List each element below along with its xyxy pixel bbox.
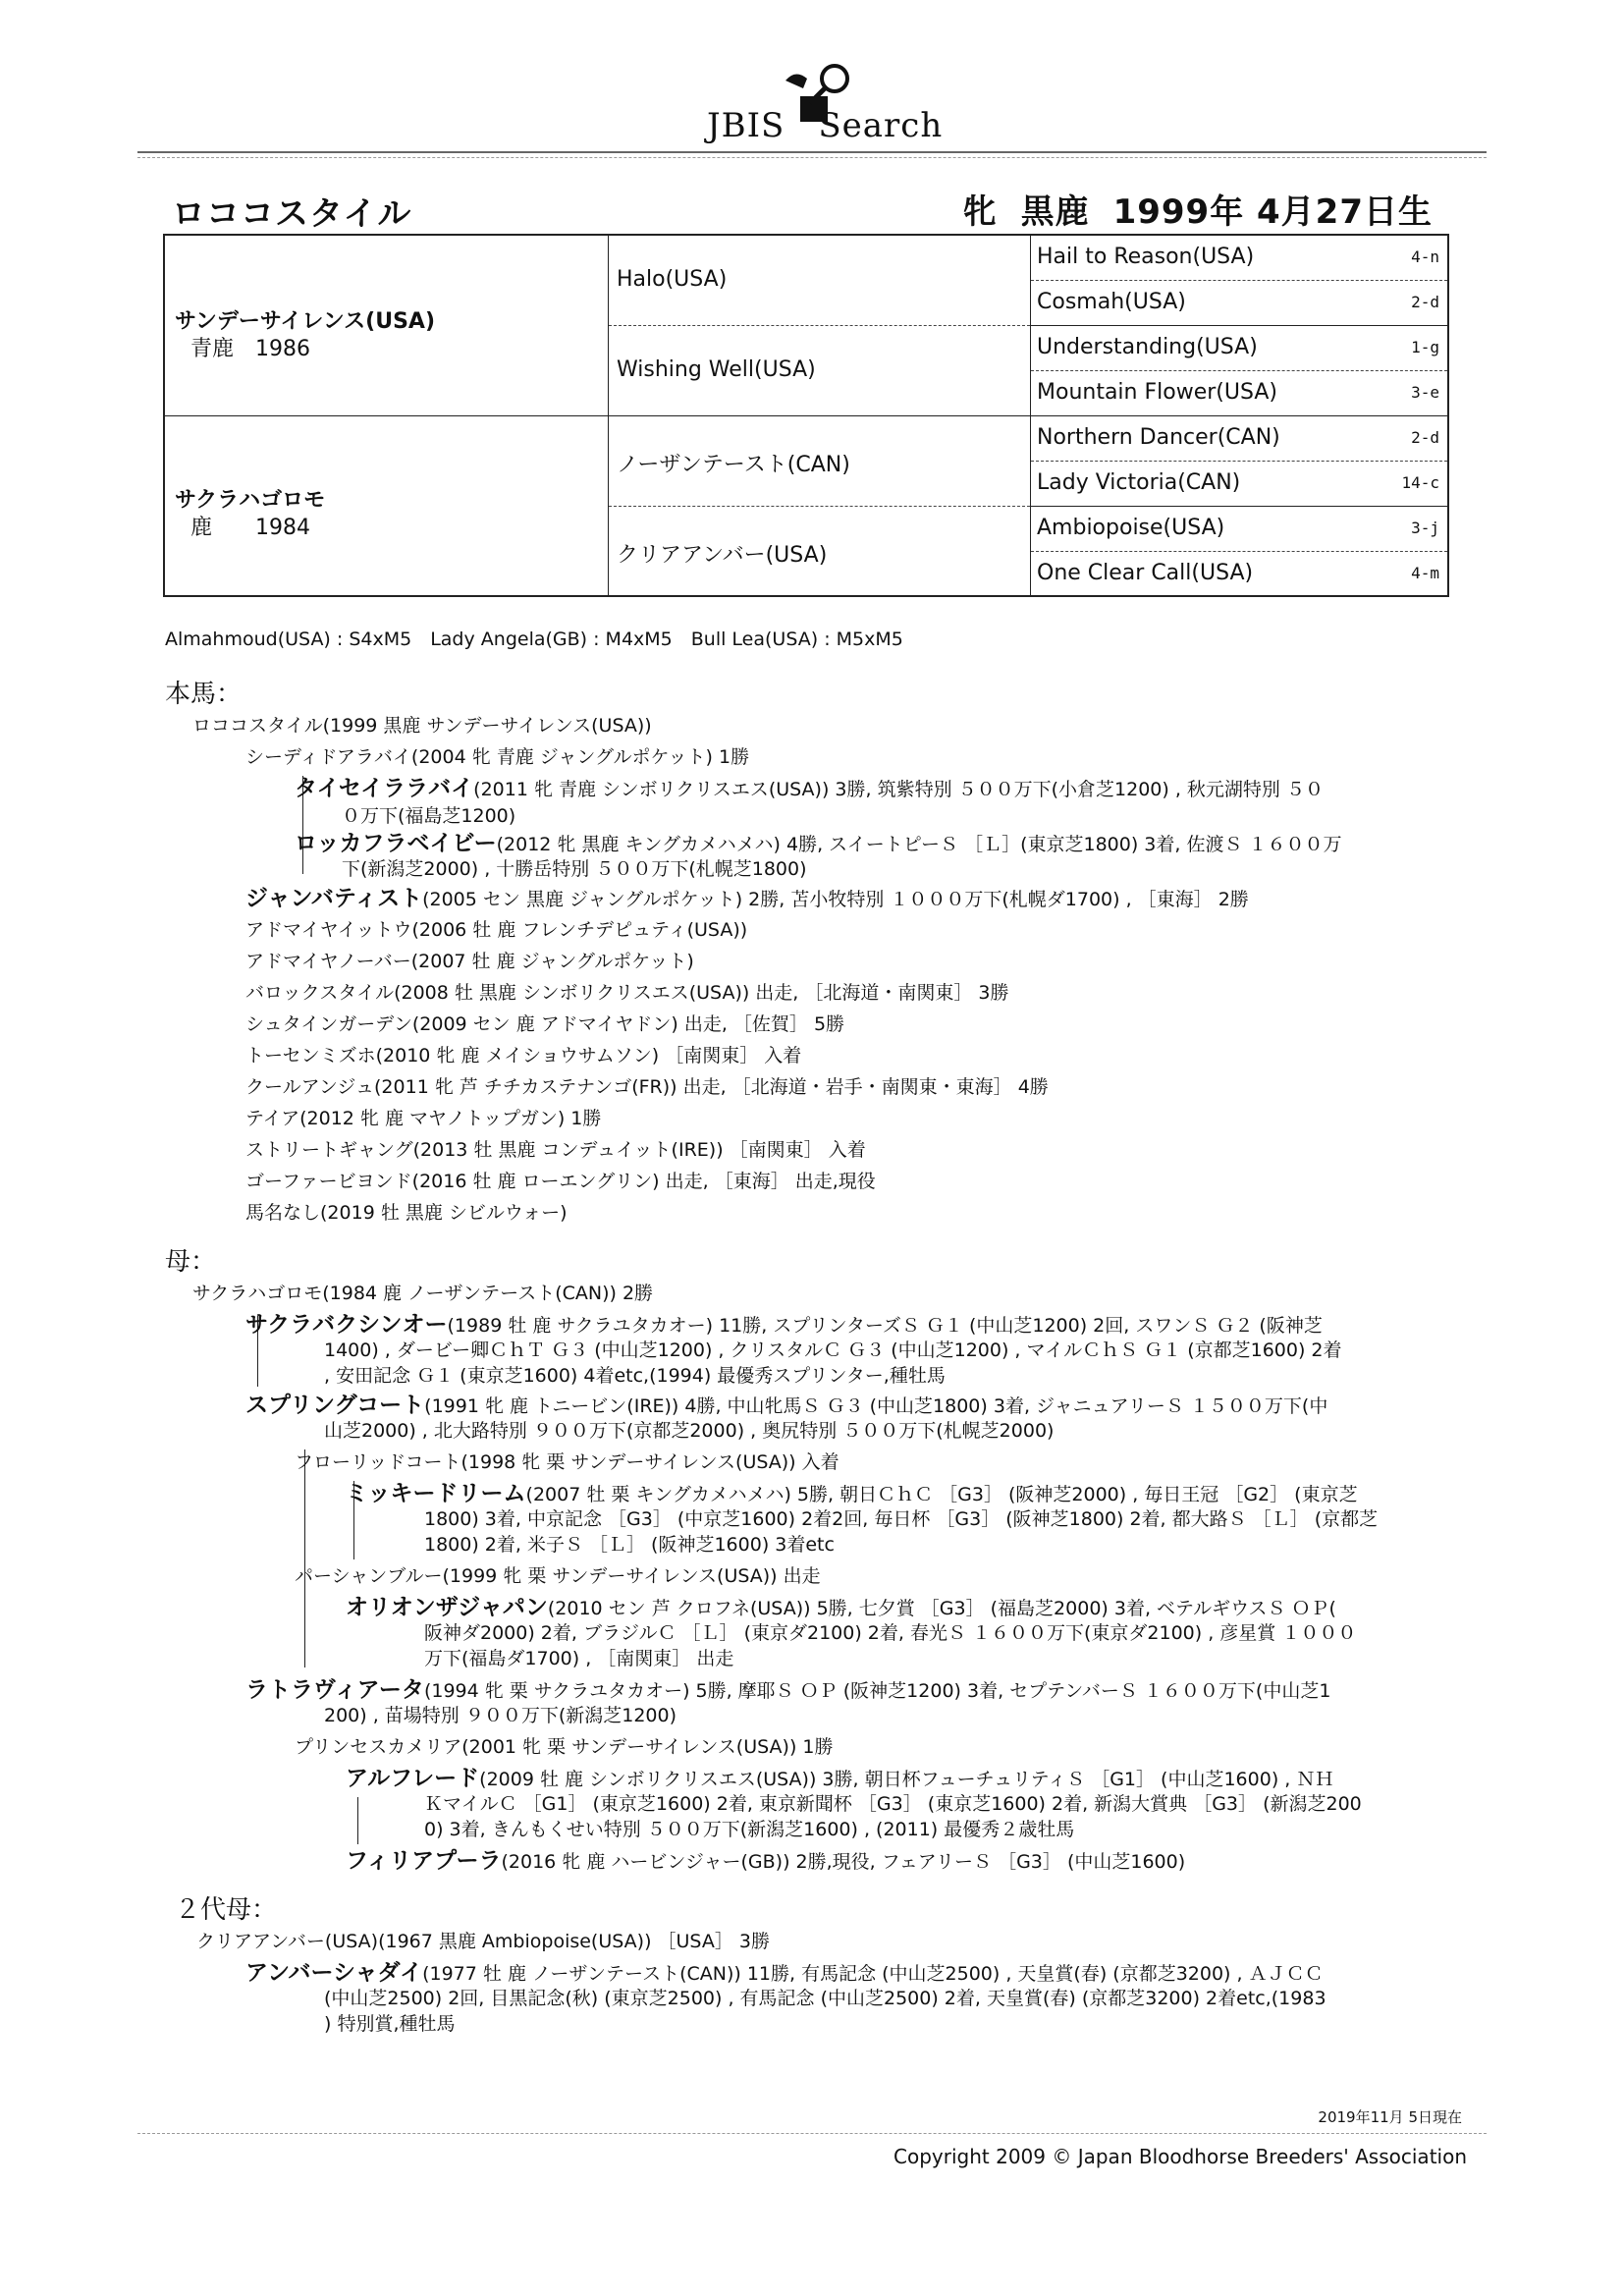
pedigree-table [163, 234, 1449, 597]
horse-name: ロココスタイル [172, 194, 412, 234]
dam-name: サクラハゴロモ [175, 488, 326, 513]
footer-rule [137, 2133, 1487, 2134]
ggp-2: Cosmah(USA) [1037, 290, 1186, 314]
entry-detail: (2016 牝 鹿 ハービンジャー(GB)) 2勝,現役, フェアリーＳ ［G3］ (中山芝1600) [501, 1851, 1186, 1873]
logo-search: Search [818, 106, 944, 145]
inbreeding-info: Almahmoud(USA) : S4xM5 Lady Angela(GB) : M4xM5 Bull Lea(USA) : M5xM5 [165, 629, 903, 650]
row-divider [1031, 551, 1447, 552]
list-item [295, 1449, 839, 1475]
tree-line [304, 1449, 305, 1667]
ggp-5-family: 2-d [1411, 428, 1439, 447]
ggp-3: Understanding(USA) [1037, 335, 1258, 359]
entry-detail: (2004 牝 青鹿 ジャングルポケット) 1勝 [410, 746, 750, 768]
entry-name: ロッカフラベイビー [295, 831, 497, 856]
list-item [196, 1929, 770, 1954]
list-item [342, 856, 807, 882]
grandparent-1: Halo(USA) [617, 267, 728, 292]
entry-detail: (2007 牡 鹿 ジャングルポケット) [410, 951, 694, 972]
list-item [245, 949, 694, 974]
entry-name: トーセンミズホ [245, 1045, 376, 1066]
list-item [245, 1312, 1323, 1339]
list-item [424, 1506, 1378, 1532]
list-item [245, 1137, 866, 1163]
list-item [245, 886, 1249, 912]
horse-info [940, 185, 1433, 233]
row-divider [1031, 370, 1447, 371]
entry-detail: (2016 牡 鹿 ローエングリン) 出走, ［東海］ 出走,現役 [411, 1171, 876, 1192]
list-item [245, 1169, 876, 1194]
grandparent-2: Wishing Well(USA) [617, 357, 816, 382]
horse-sex: 牝 [962, 192, 998, 232]
ggp-3-family: 1-g [1411, 338, 1439, 356]
list-item [424, 1791, 1362, 1817]
entry-detail: 200) , 苗場特別 ９００万下(新潟芝1200) [324, 1705, 677, 1726]
entry-detail: 1400) , ダービー卿ＣｈＴ Ｇ３ (中山芝1200) , クリスタルＣ Ｇ３ (中山芝1200) , マイルＣｈＳ Ｇ１ (京都芝1600) 2着 [324, 1339, 1342, 1361]
row-divider [1031, 415, 1447, 416]
list-item [324, 1418, 1054, 1444]
logo-jbis: JBIS [707, 106, 785, 145]
entry-detail: 山芝2000) , 北大路特別 ９００万下(京都芝2000) , 奥尻特別 ５００万下(札幌芝2000) [324, 1420, 1055, 1442]
tree-line [357, 1797, 358, 1844]
entry-detail: (1999 黒鹿 サンデーサイレンス(USA)) [322, 715, 652, 737]
ggp-1-family: 4-n [1411, 247, 1439, 266]
entry-name: サクラハゴロモ [192, 1283, 323, 1304]
ggp-6-family: 14-c [1401, 473, 1439, 492]
ggp-2-family: 2-d [1411, 293, 1439, 311]
entry-detail: ＫマイルＣ ［G1］ (東京芝1600) 2着, 東京新聞杯 ［G3］ (東京芝1600) 2着, 新潟大賞典 ［G3］ (新潟芝200 [424, 1793, 1362, 1815]
pedigree-col-parents [165, 236, 609, 595]
grandparent-4: クリアアンバー(USA) [617, 543, 828, 568]
list-item [245, 744, 749, 770]
entry-detail: 0) 3着, きんもくせい特別 ５００万下(新潟芝1600) , (2011) 最優秀２歳牡馬 [424, 1819, 1075, 1840]
list-item [192, 713, 652, 738]
entry-name: ゴーファービヨンド [245, 1171, 412, 1192]
entry-detail: (中山芝2500) 2回, 目黒記念(秋) (東京芝2500) , 有馬記念 (中山芝2500) 2着, 天皇賞(春) (京都芝3200) 2着etc,(1983 [324, 1988, 1326, 2009]
entry-name: プリンセスカメリア [295, 1736, 462, 1758]
entry-name: ミッキードリーム [346, 1481, 526, 1506]
sire-sub: 青鹿 1986 [190, 337, 310, 361]
list-item [245, 1011, 844, 1037]
list-item [192, 1281, 653, 1306]
entry-detail: (2012 牝 鹿 マヤノトップガン) 1勝 [299, 1108, 602, 1129]
entry-detail: (1989 牡 鹿 サクラユタカオー) 11勝, スプリンターズＳ Ｇ１ (中山芝1200) 2回, スワンＳ Ｇ２ (阪神芝 [447, 1315, 1323, 1337]
list-item [424, 1817, 1074, 1842]
ggp-7-family: 3-j [1411, 519, 1439, 537]
entry-detail: (1991 牝 鹿 トニービン(IRE)) 4勝, 中山牝馬Ｓ Ｇ３ (中山芝1800) 3着, ジャニュアリーＳ １５００万下(中 [424, 1395, 1328, 1417]
row-divider [609, 506, 1030, 507]
row-divider [1031, 461, 1447, 462]
list-item [245, 1960, 1324, 1987]
section-haha: 母： [165, 1247, 217, 1277]
entry-name: シュタインガーデン [245, 1013, 412, 1035]
list-item [295, 831, 1342, 857]
pedigree-col-great-grandparents [1031, 236, 1447, 595]
list-item [424, 1532, 835, 1558]
entry-detail: (2019 牡 黒鹿 シビルウォー) [320, 1202, 568, 1224]
row-divider [1031, 280, 1447, 281]
list-item [346, 1766, 1333, 1792]
entry-detail: (1967 黒鹿 Ambiopoise(USA)) ［USA］ 3勝 [378, 1931, 770, 1952]
list-item [342, 803, 515, 829]
entry-detail: (1998 牝 栗 サンデーサイレンス(USA)) 入着 [460, 1451, 839, 1473]
entry-detail: ) 特別賞,種牡馬 [324, 2013, 456, 2035]
entry-name: タイセイララバイ [295, 776, 474, 801]
ggp-7: Ambiopoise(USA) [1037, 516, 1225, 540]
entry-detail: 下(新潟芝2000) , 十勝岳特別 ５００万下(札幌芝1800) [342, 858, 807, 880]
header-rule [137, 151, 1487, 153]
entry-detail: (2007 牡 栗 キングカメハメハ) 5勝, 朝日ＣｈＣ ［G3］ (阪神芝2000) , 毎日王冠 ［G2］ (東京芝 [525, 1484, 1358, 1505]
list-item [245, 1074, 1049, 1100]
list-item [245, 980, 1009, 1006]
entry-name: クールアンジュ [245, 1076, 375, 1098]
entry-name: アドマイヤイットウ [245, 919, 412, 941]
entry-name: パーシャンブルー [295, 1565, 443, 1587]
list-item [424, 1646, 733, 1671]
entry-detail: (2006 牡 鹿 フレンチデピュティ(USA)) [411, 919, 748, 941]
as-of-date: 2019年11月 5日現在 [1318, 2108, 1462, 2126]
list-item [245, 917, 747, 943]
entry-name: 馬名なし [245, 1202, 321, 1224]
entry-name: オリオンザジャパン [346, 1595, 548, 1620]
entry-name: テイア [245, 1108, 300, 1129]
ggp-8-family: 4-m [1411, 564, 1439, 582]
header-rule-dashed [137, 157, 1487, 158]
section-nidaibo: ２代母： [175, 1895, 278, 1925]
entry-detail: (2011 牝 芦 チチカステナンゴ(FR)) 出走, ［北海道・岩手・南関東・東海］ 4勝 [374, 1076, 1049, 1098]
ggp-5: Northern Dancer(CAN) [1037, 425, 1280, 450]
entry-detail: (2009 牡 鹿 シンボリクリスエス(USA)) 3勝, 朝日杯フューチュリティＳ ［G1］ (中山芝1600) , ＮＨ [479, 1769, 1334, 1790]
entry-name: シーディドアラバイ [245, 746, 411, 768]
entry-detail: (2001 牝 栗 サンデーサイレンス(USA)) 1勝 [461, 1736, 834, 1758]
ggp-8: One Clear Call(USA) [1037, 561, 1254, 585]
list-item [245, 1393, 1327, 1419]
entry-name: フローリッドコート [295, 1451, 461, 1473]
entry-name: サクラバクシンオー [245, 1312, 448, 1338]
list-item [245, 1200, 568, 1226]
entry-name: ストリートギャング [245, 1139, 413, 1161]
entry-name: ロココスタイル [192, 715, 323, 737]
entry-detail: 1800) 2着, 米子Ｓ ［Ｌ］ (阪神芝1600) 3着etc [424, 1534, 835, 1556]
list-item [346, 1848, 1185, 1875]
pedigree-col-grandparents [609, 236, 1031, 595]
list-item [245, 1677, 1330, 1704]
list-item [295, 1734, 834, 1760]
entry-name: アルフレード [346, 1766, 480, 1791]
entry-detail: (1999 牝 栗 サンデーサイレンス(USA)) 出走 [442, 1565, 821, 1587]
row-divider [165, 415, 608, 416]
entry-name: ラトラヴィアータ [245, 1677, 424, 1703]
list-item [245, 1106, 601, 1131]
entry-detail: (1984 鹿 ノーザンテースト(CAN)) 2勝 [322, 1283, 654, 1304]
entry-detail: (2005 セン 黒鹿 ジャングルポケット) 2勝, 苫小牧特別 １０００万下(札幌ダ1700) , ［東海］ 2勝 [422, 889, 1249, 910]
list-item [295, 1563, 821, 1589]
horse-color: 黒鹿 [1020, 192, 1090, 232]
list-item [324, 1338, 1342, 1363]
entry-detail: (2010 セン 芦 クロフネ(USA)) 5勝, 七夕賞 ［G3］ (福島芝2000) 3着, ベテルギウスＳ ＯＰ( [547, 1598, 1336, 1619]
list-item [295, 776, 1324, 802]
entry-name: スプリングコート [245, 1393, 425, 1418]
entry-name: アンバーシャダイ [245, 1960, 423, 1986]
entry-name: フィリアプーラ [346, 1848, 502, 1874]
ggp-4: Mountain Flower(USA) [1037, 380, 1277, 405]
entry-detail: (2008 牡 黒鹿 シンボリクリスエス(USA)) 出走, ［北海道・南関東］ 3勝 [394, 982, 1009, 1004]
row-divider [1031, 325, 1447, 326]
entry-name: ジャンバティスト [245, 886, 423, 911]
list-item [346, 1481, 1358, 1507]
copyright: Copyright 2009 © Japan Bloodhorse Breeders' Association [893, 2145, 1467, 2168]
row-divider [1031, 506, 1447, 507]
section-honba: 本馬： [165, 680, 243, 709]
list-item [324, 1363, 946, 1389]
entry-name: クリアアンバー(USA) [196, 1931, 379, 1952]
entry-detail: 万下(福島ダ1700) , ［南関東］ 出走 [424, 1648, 734, 1669]
ggp-4-family: 3-e [1411, 383, 1439, 402]
entry-detail: (2013 牡 黒鹿 コンデュイット(IRE)) ［南関東］ 入着 [412, 1139, 866, 1161]
dam-sub: 鹿 1984 [190, 516, 310, 540]
logo-text [707, 106, 943, 145]
list-item [346, 1595, 1336, 1621]
horse-birth: 1999年 4月27日生 [1112, 192, 1433, 232]
entry-name: アドマイヤノーバー [245, 951, 411, 972]
entry-detail: (1994 牝 栗 サクラユタカオー) 5勝, 摩耶Ｓ ＯＰ (阪神芝1200) 3着, セプテンバーＳ １６００万下(中山芝1 [423, 1680, 1331, 1702]
entry-name: バロックスタイル [245, 982, 395, 1004]
list-item [324, 2011, 456, 2037]
list-item [245, 1043, 801, 1068]
row-divider [609, 415, 1030, 416]
sire-name: サンデーサイレンス(USA) [175, 309, 435, 334]
entry-detail: (2010 牝 鹿 メイショウサムソン) ［南関東］ 入着 [375, 1045, 802, 1066]
row-divider [609, 325, 1030, 326]
entry-detail: (2012 牝 黒鹿 キングカメハメハ) 4勝, スイートピーＳ ［Ｌ］(東京芝1800) 3着, 佐渡Ｓ １６００万 [496, 834, 1342, 855]
entry-detail: 阪神ダ2000) 2着, ブラジルＣ ［Ｌ］ (東京ダ2100) 2着, 春光Ｓ １６００万下(東京ダ2100) , 彦星賞 １０００ [424, 1622, 1357, 1644]
list-item [424, 1620, 1356, 1646]
entry-detail: (2009 セン 鹿 アドマイヤドン) 出走, ［佐賀］ 5勝 [411, 1013, 845, 1035]
entry-detail: , 安田記念 Ｇ１ (東京芝1600) 4着etc,(1994) 最優秀スプリンター,種牡馬 [324, 1365, 946, 1387]
entry-detail: ０万下(福島芝1200) [342, 805, 516, 827]
entry-detail: (2011 牝 青鹿 シンボリクリスエス(USA)) 3勝, 筑紫特別 ５００万下(小倉芝1200) , 秋元湖特別 ５０ [473, 779, 1324, 800]
ggp-1: Hail to Reason(USA) [1037, 245, 1255, 269]
ggp-6: Lady Victoria(CAN) [1037, 470, 1241, 495]
entry-detail: (1977 牡 鹿 ノーザンテースト(CAN)) 11勝, 有馬記念 (中山芝2500) , 天皇賞(春) (京都芝3200) , ＡＪＣＣ [422, 1963, 1324, 1985]
list-item [324, 1986, 1326, 2011]
list-item [324, 1703, 677, 1728]
grandparent-3: ノーザンテースト(CAN) [617, 453, 850, 477]
entry-detail: 1800) 3着, 中京記念 ［G3］ (中京芝1600) 2着2回, 毎日杯 ［G3］ (阪神芝1800) 2着, 都大路Ｓ ［Ｌ］ (京都芝 [424, 1508, 1379, 1530]
